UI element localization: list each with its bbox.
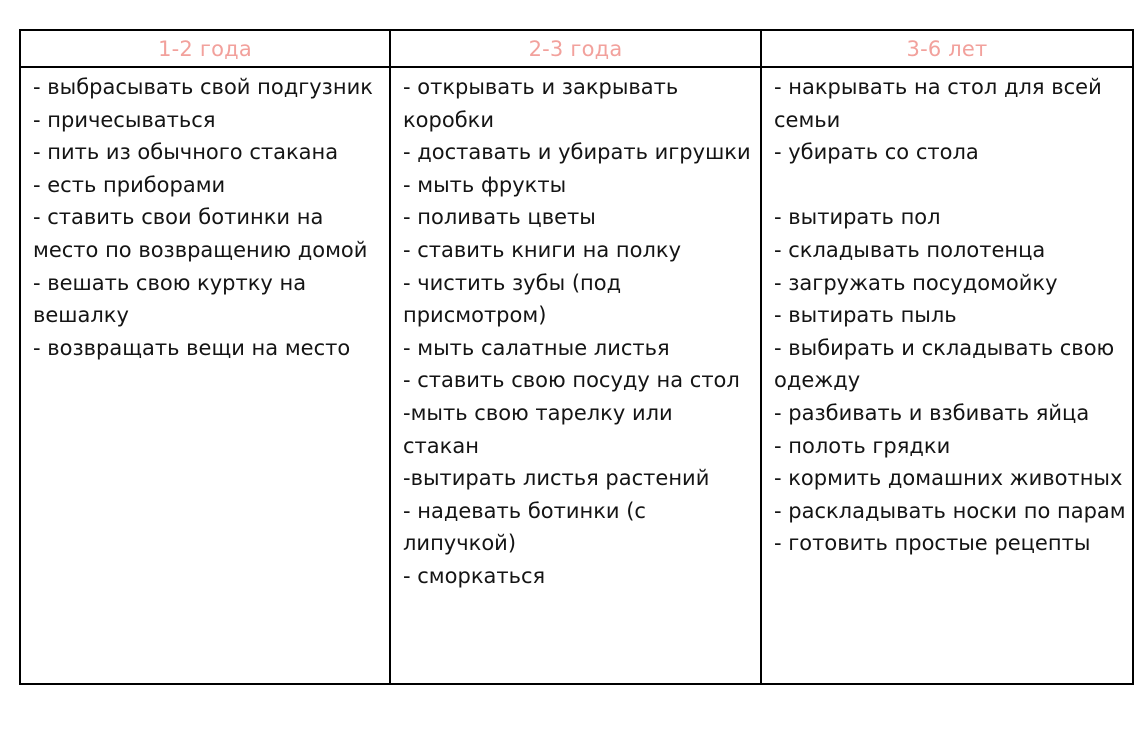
chore-item: - открывать и закрывать коробки bbox=[403, 75, 679, 132]
chore-item: - вешать свою куртку на вешалку bbox=[33, 270, 307, 328]
chore-item: - вытирать пол bbox=[774, 205, 941, 230]
chore-item: - разбивать и взбивать яйца bbox=[774, 400, 1090, 425]
header-age-1-2: 1-2 года bbox=[20, 30, 390, 67]
chore-item: - загружать посудомойку bbox=[774, 270, 1058, 295]
chore-item: - выбрасывать свой подгузник bbox=[33, 75, 373, 99]
chore-item: - поливать цветы bbox=[403, 205, 596, 230]
chore-item: - ставить свои ботинки на место по возвращению домой bbox=[33, 205, 368, 262]
chores-column-2-3 bbox=[390, 67, 761, 684]
chore-item: - доставать и убирать игрушки bbox=[403, 140, 751, 165]
chore-item: - раскладывать носки по парам bbox=[774, 498, 1126, 523]
chore-item: - чистить зубы (под присмотром) bbox=[403, 270, 622, 328]
chores-by-age-table bbox=[19, 29, 1134, 685]
chores-column-3-6 bbox=[761, 67, 1133, 684]
chore-item: - ставить книги на полку bbox=[403, 237, 682, 262]
chore-item: - возвращать вещи на место bbox=[33, 335, 351, 360]
chore-item: - мыть фрукты bbox=[403, 172, 567, 197]
chore-item: - складывать полотенца bbox=[774, 237, 1046, 262]
chores-row bbox=[20, 67, 1133, 684]
chore-item: - убирать со стола bbox=[774, 140, 979, 165]
chore-item: -мыть свою тарелку или стакан bbox=[403, 400, 673, 458]
chore-item: - вытирать пыль bbox=[774, 303, 957, 328]
chore-item: - полоть грядки bbox=[774, 433, 951, 458]
blank-line bbox=[774, 169, 1126, 202]
chore-item: - мыть салатные листья bbox=[403, 335, 670, 360]
chore-item: - сморкаться bbox=[403, 563, 546, 588]
chore-item: - есть приборами bbox=[33, 172, 226, 197]
chore-item: - кормить домашних животных bbox=[774, 466, 1123, 491]
chore-item: - накрывать на стол для всей семьи bbox=[774, 75, 1102, 132]
chore-item: - готовить простые рецепты bbox=[774, 531, 1091, 556]
chores-column-1-2 bbox=[20, 67, 390, 684]
chore-item: - причесываться bbox=[33, 107, 216, 132]
header-row bbox=[20, 30, 1133, 67]
chore-item: - выбирать и складывать свою одежду bbox=[774, 335, 1115, 393]
header-age-3-6: 3-6 лет bbox=[761, 30, 1133, 67]
chore-item: - пить из обычного стакана bbox=[33, 140, 339, 165]
chore-item: - ставить свою посуду на стол bbox=[403, 368, 740, 393]
header-age-2-3: 2-3 года bbox=[390, 30, 761, 67]
chore-item: -вытирать листья растений bbox=[403, 466, 710, 491]
chore-item: - надевать ботинки (с липучкой) bbox=[403, 498, 646, 556]
